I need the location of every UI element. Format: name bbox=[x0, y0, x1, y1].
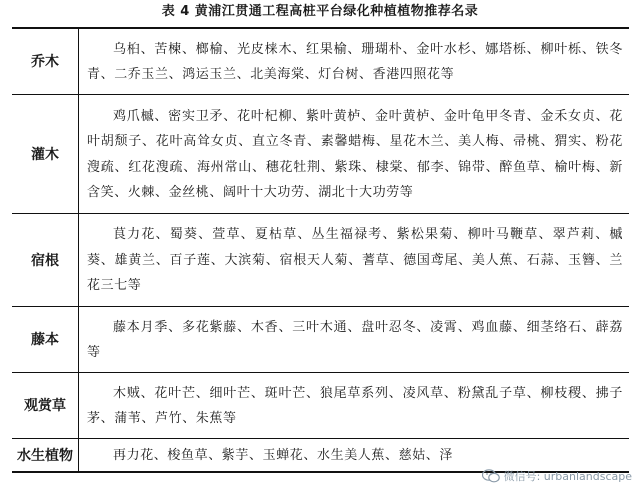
category-cell: 灌木 bbox=[12, 94, 79, 213]
category-cell: 宿根 bbox=[12, 213, 79, 306]
table-row bbox=[12, 306, 629, 372]
table-caption: 表 4 黄浦江贯通工程高桩平台绿化种植植物推荐名录 bbox=[161, 4, 479, 19]
category-cell: 藤本 bbox=[12, 306, 79, 372]
plants-cell: 再力花、梭鱼草、紫芋、玉蝉花、水生美人蕉、慈姑、泽 bbox=[79, 438, 630, 472]
table-row bbox=[12, 438, 629, 472]
category-cell: 水生植物 bbox=[12, 438, 79, 472]
watermark-text: 微信号: urbanlandscape bbox=[503, 470, 632, 483]
plants-cell: 鸡爪槭、密实卫矛、花叶杞柳、紫叶黄栌、金叶黄栌、金叶龟甲冬青、金禾女贞、花叶胡颓子、花叶高耸女贞、直立冬青、素馨蜡梅、星花木兰、美人梅、帚桃、猬实、粉花溲疏、红花溲疏、海州常山、穗花牡荆、紫珠、棣棠、郁李、锦带、醉鱼草、榆叶梅、新含笑、火棘、金丝桃、阔叶十大功劳、湖北十大功劳等 bbox=[79, 94, 630, 213]
table-row bbox=[12, 28, 629, 94]
table-row bbox=[12, 94, 629, 213]
plants-cell: 藤本月季、多花紫藤、木香、三叶木通、盘叶忍冬、凌霄、鸡血藤、细茎络石、薜荔等 bbox=[79, 306, 630, 372]
watermark bbox=[482, 468, 632, 484]
plant-recommendation-table bbox=[12, 27, 629, 473]
table-row bbox=[12, 213, 629, 306]
plants-cell: 茛力花、蜀葵、萱草、夏枯草、丛生福禄考、紫松果菊、柳叶马鞭草、翠芦莉、槭葵、雄黄兰、百子莲、大滨菊、宿根天人菊、蓍草、德国鸢尾、美人蕉、石蒜、玉簪、兰花三七等 bbox=[79, 213, 630, 306]
plants-cell: 乌桕、苦楝、榔榆、光皮梾木、红果榆、珊瑚朴、金叶水杉、娜塔栎、柳叶栎、铁冬青、二乔玉兰、鸿运玉兰、北美海棠、灯台树、香港四照花等 bbox=[79, 28, 630, 94]
wechat-icon bbox=[482, 469, 500, 483]
plants-cell: 木贼、花叶芒、细叶芒、斑叶芒、狼尾草系列、凌风草、粉黛乱子草、柳枝稷、拂子茅、蒲苇、芦竹、朱蕉等 bbox=[79, 372, 630, 438]
table-row bbox=[12, 372, 629, 438]
category-cell: 乔木 bbox=[12, 28, 79, 94]
category-cell: 观赏草 bbox=[12, 372, 79, 438]
